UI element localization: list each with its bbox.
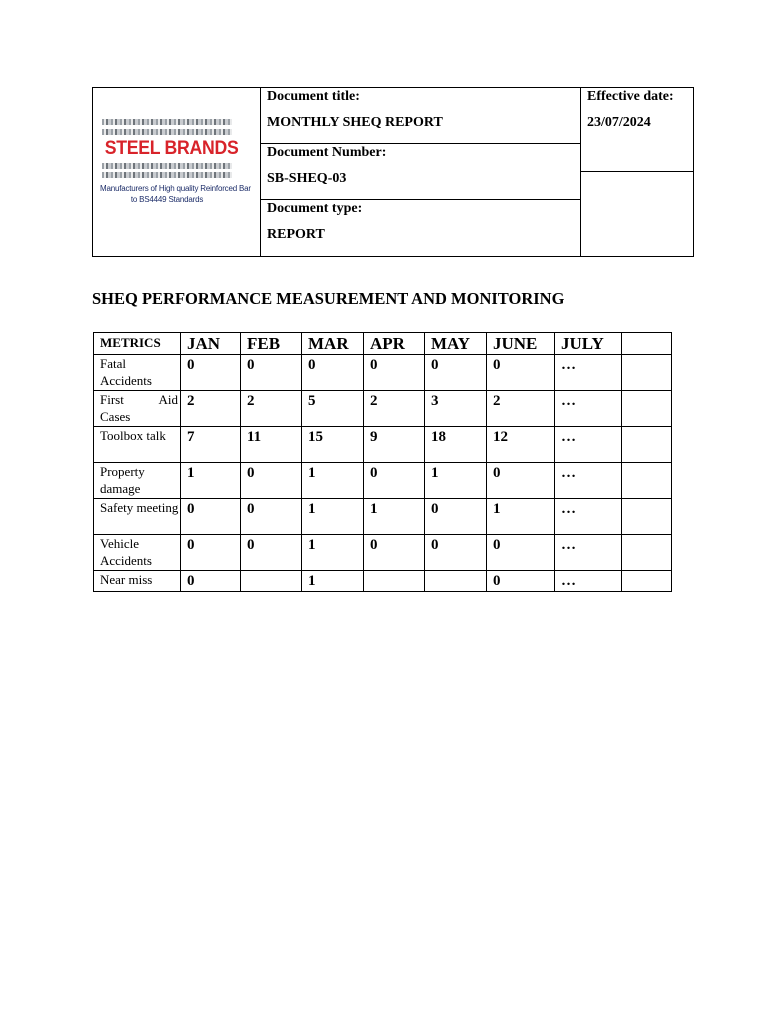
metric-value: [622, 463, 672, 499]
metric-value: [622, 427, 672, 463]
table-row: [94, 535, 672, 571]
metric-name: First Aid Cases: [94, 391, 181, 427]
metric-value: 1: [302, 499, 364, 535]
metric-value: 2: [181, 391, 241, 427]
document-type-label: Document type:: [267, 201, 363, 216]
metric-name: Toolbox talk: [94, 427, 181, 463]
metric-value: …: [555, 535, 622, 571]
table-row: [94, 499, 672, 535]
logo-brand-name: STEEL BRANDS: [104, 138, 239, 159]
logo-tagline-2: to BS4449 Standards: [130, 195, 204, 204]
section-title: SHEQ PERFORMANCE MEASUREMENT AND MONITORING: [92, 289, 565, 308]
metric-name: Safety meeting: [94, 499, 181, 535]
company-logo: [100, 116, 251, 211]
metric-value: …: [555, 463, 622, 499]
metric-value: …: [555, 571, 622, 592]
metric-name: Property damage: [94, 463, 181, 499]
metric-value: 0: [487, 355, 555, 391]
metric-value: 0: [364, 535, 425, 571]
table-header-row: [94, 333, 672, 355]
document-info-column: [261, 88, 580, 256]
metric-value: 0: [241, 499, 302, 535]
metric-value: 7: [181, 427, 241, 463]
metric-value: 3: [425, 391, 487, 427]
metric-value: 5: [302, 391, 364, 427]
metric-value: [425, 571, 487, 592]
metric-value: …: [555, 427, 622, 463]
document-header: [92, 87, 694, 257]
metric-value: [364, 571, 425, 592]
rebar-graphic: [102, 119, 232, 125]
column-header-metrics: METRICS: [94, 333, 181, 355]
column-header-apr: APR: [364, 333, 425, 355]
metric-value: …: [555, 355, 622, 391]
document-number-value: SB-SHEQ-03: [267, 171, 347, 186]
metric-value: 0: [241, 463, 302, 499]
metric-value: 0: [487, 535, 555, 571]
effective-date-column: [580, 88, 693, 256]
rebar-graphic: [102, 129, 232, 135]
document-type-cell: [261, 200, 580, 256]
metric-value: 0: [181, 499, 241, 535]
metric-value: 0: [241, 535, 302, 571]
metric-value: 0: [487, 463, 555, 499]
column-header-june: JUNE: [487, 333, 555, 355]
metric-value: 2: [241, 391, 302, 427]
table-row: [94, 571, 672, 592]
document-number-cell: [261, 144, 580, 200]
metric-name: Fatal Accidents: [94, 355, 181, 391]
column-header-blank: [622, 333, 672, 355]
metric-value: 0: [425, 499, 487, 535]
metric-value: [622, 355, 672, 391]
rebar-graphic: [102, 172, 232, 178]
metric-value: [622, 391, 672, 427]
effective-date-cell: [581, 88, 694, 172]
column-header-july: JULY: [555, 333, 622, 355]
metric-value: 1: [302, 535, 364, 571]
metric-value: 0: [425, 355, 487, 391]
metric-value: …: [555, 499, 622, 535]
metric-value: 1: [302, 571, 364, 592]
logo-tagline-1: Manufacturers of High quality Reinforced Bar: [100, 184, 251, 193]
table-row: [94, 355, 672, 391]
metric-value: 0: [241, 355, 302, 391]
metric-value: 12: [487, 427, 555, 463]
metric-name: Vehicle Accidents: [94, 535, 181, 571]
metric-value: [622, 571, 672, 592]
effective-date-label: Effective date:: [587, 89, 674, 104]
metric-value: 1: [487, 499, 555, 535]
metric-value: 1: [364, 499, 425, 535]
metric-value: [241, 571, 302, 592]
metric-value: 1: [181, 463, 241, 499]
metric-value: 0: [181, 571, 241, 592]
metric-value: 0: [425, 535, 487, 571]
document-title-cell: [261, 88, 580, 144]
metric-value: 9: [364, 427, 425, 463]
metric-value: 0: [364, 355, 425, 391]
metric-value: 11: [241, 427, 302, 463]
column-header-jan: JAN: [181, 333, 241, 355]
metric-value: 0: [364, 463, 425, 499]
table-row: [94, 463, 672, 499]
table-row: [94, 391, 672, 427]
metric-value: 0: [302, 355, 364, 391]
column-header-mar: MAR: [302, 333, 364, 355]
document-title-label: Document title:: [267, 89, 360, 104]
document-number-label: Document Number:: [267, 145, 387, 160]
metric-value: [622, 535, 672, 571]
metric-value: [622, 499, 672, 535]
metric-value: 2: [364, 391, 425, 427]
rebar-graphic: [102, 163, 232, 169]
metric-value: 1: [425, 463, 487, 499]
metric-value: 0: [181, 535, 241, 571]
column-header-may: MAY: [425, 333, 487, 355]
metric-value: 0: [487, 571, 555, 592]
column-header-feb: FEB: [241, 333, 302, 355]
metric-value: 1: [302, 463, 364, 499]
metrics-table: [93, 332, 672, 592]
logo-cell: [93, 88, 261, 256]
table-row: [94, 427, 672, 463]
metric-value: 18: [425, 427, 487, 463]
metric-value: 2: [487, 391, 555, 427]
metric-value: 0: [181, 355, 241, 391]
metric-value: 15: [302, 427, 364, 463]
effective-date-value: 23/07/2024: [587, 115, 651, 130]
metric-name: Near miss: [94, 571, 181, 592]
metric-value: …: [555, 391, 622, 427]
document-title-value: MONTHLY SHEQ REPORT: [267, 115, 443, 130]
document-type-value: REPORT: [267, 227, 325, 242]
